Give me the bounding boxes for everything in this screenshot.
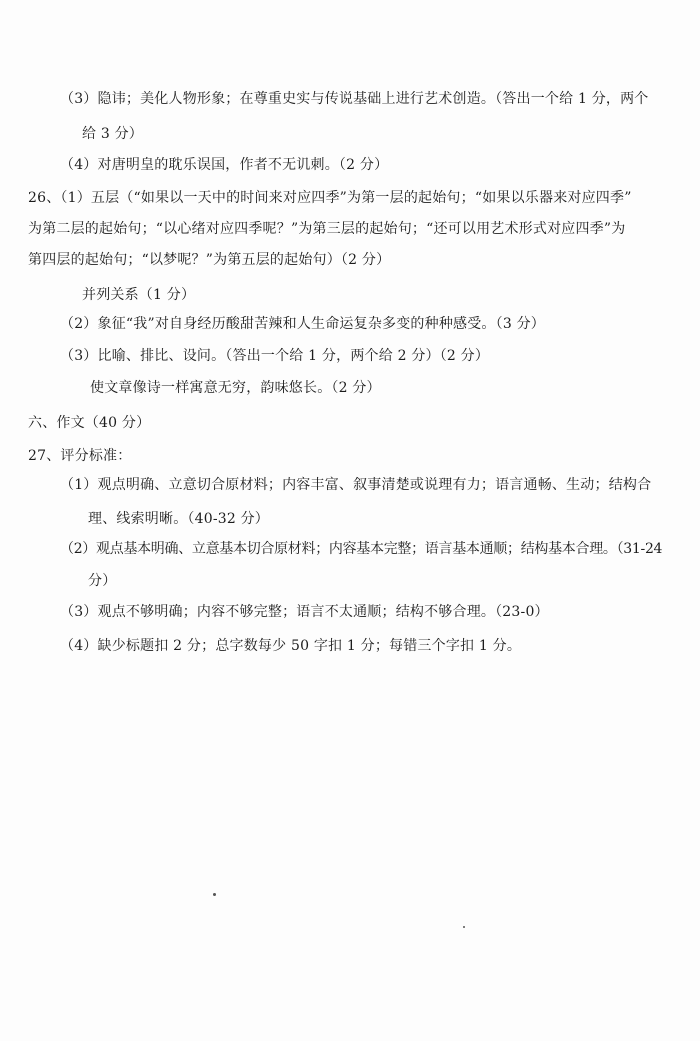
section-composition-heading: 六、作文（40 分） [28, 415, 151, 431]
criterion-3: （3）观点不够明确；内容不够完整；语言不太通顺；结构不够合理。（23-0） [60, 604, 549, 620]
answer-26-1-continued-b: 第四层的起始句；“以梦呢？”为第五层的起始句）（2 分） [28, 252, 391, 268]
criterion-2-continued: 分） [88, 573, 117, 589]
criterion-4: （4）缺少标题扣 2 分；总字数每少 50 字扣 1 分；每错三个字扣 1 分。 [60, 638, 522, 654]
answer-26-1: 26、（1）五层（“如果以一天中的时间来对应四季”为第一层的起始句；“如果以乐器来对应四季” [28, 190, 632, 206]
answer-25-3-continued: 给 3 分） [82, 126, 144, 142]
answer-26-3-effect: 使文章像诗一样寓意无穷，韵味悠长。（2 分） [90, 380, 381, 396]
answer-25-3: （3）隐讳；美化人物形象；在尊重史实与传说基础上进行艺术创造。（答出一个给 1 分，两个 [60, 91, 649, 107]
criterion-2: （2）观点基本明确、立意基本切合原材料；内容基本完整；语言基本通顺；结构基本合理。（31-24 [60, 541, 663, 557]
answer-25-4: （4）对唐明皇的耽乐误国，作者不无讥刺。（2 分） [60, 157, 389, 173]
criterion-1-continued: 理、线索明晰。（40-32 分） [88, 511, 270, 527]
criterion-1: （1）观点明确、立意切合原材料；内容丰富、叙事清楚或说理有力；语言通畅、生动；结构合 [60, 477, 652, 493]
answer-26-1-relation: 并列关系（1 分） [82, 287, 196, 303]
scan-speck [463, 926, 465, 928]
answer-26-1-continued-a: 为第二层的起始句；“以心绪对应四季呢？”为第三层的起始句；“还可以用艺术形式对应四季”为 [28, 221, 626, 237]
answer-26-2: （2）象征“我”对自身经历酸甜苦辣和人生命运复杂多变的种种感受。（3 分） [60, 316, 545, 332]
answer-26-3: （3）比喻、排比、设问。（答出一个给 1 分，两个给 2 分）（2 分） [60, 348, 490, 364]
answer-27-heading: 27、评分标准： [28, 448, 132, 464]
scan-speck [213, 893, 216, 896]
